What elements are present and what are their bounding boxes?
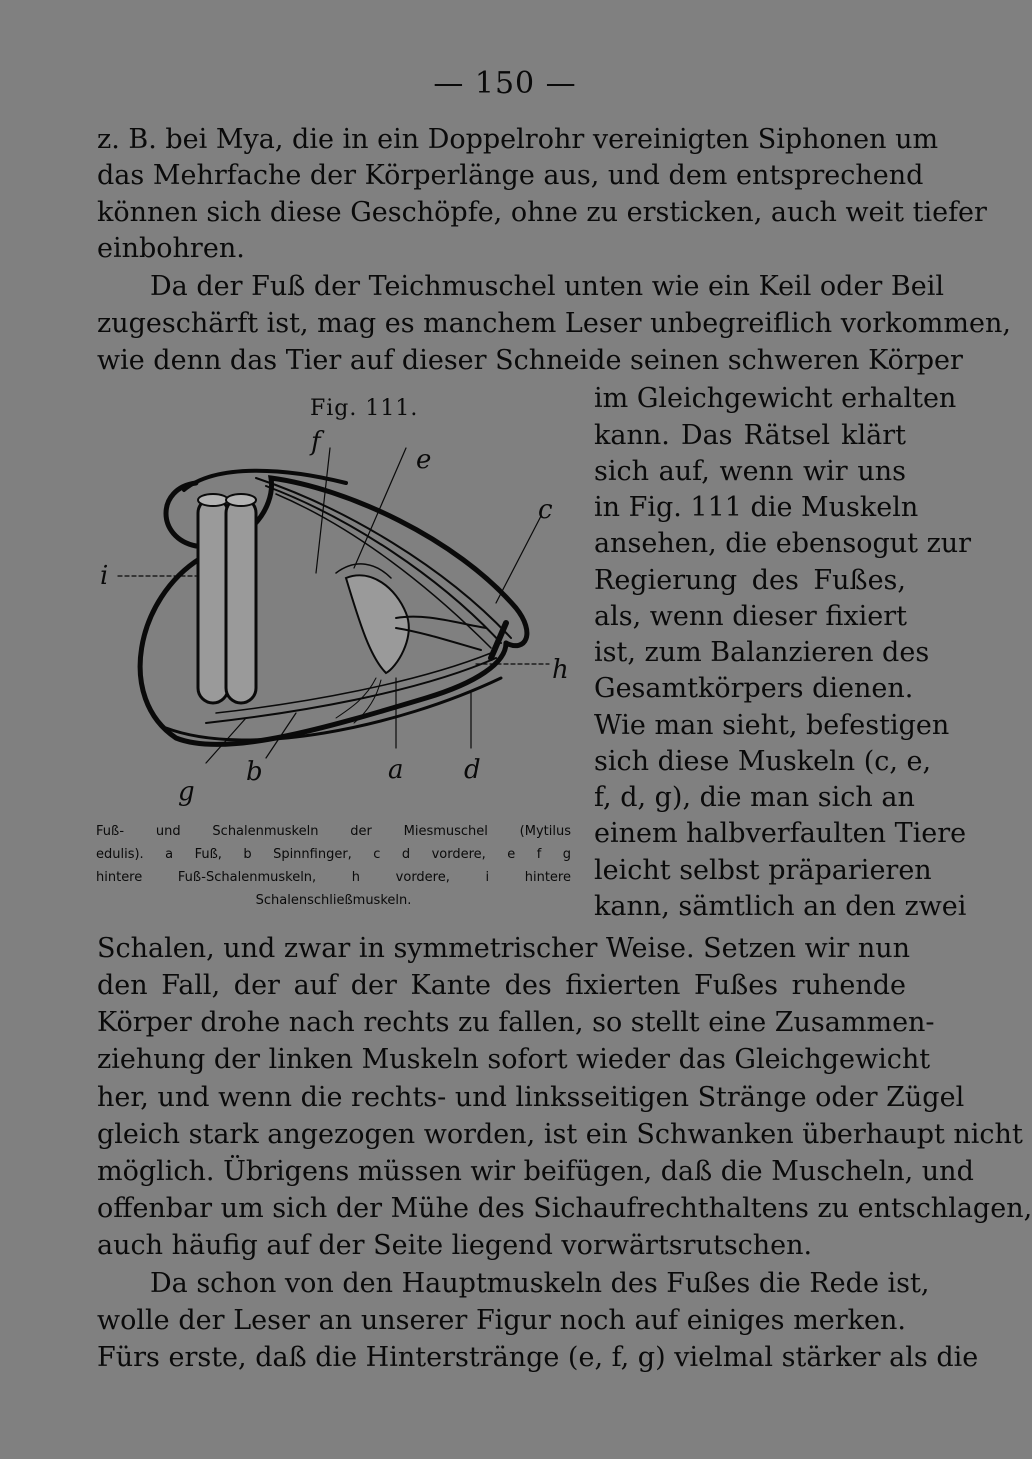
text-line: kann. Das Rätsel klärt (594, 420, 906, 451)
text-line: ist, zum Balanzieren des (594, 637, 930, 668)
text-line: Regierung des Fußes, (594, 565, 906, 596)
text-line: Gesamtkörpers dienen. (594, 673, 914, 704)
text-line: offenbar um sich der Mühe des Sichaufrechthaltens zu entschlagen, (97, 1193, 1032, 1224)
text-line: sich diese Muskeln (c, e, (594, 746, 932, 777)
mussel-illustration (96, 428, 580, 816)
text-line: wie denn das Tier auf dieser Schneide seinen schweren Körper (97, 345, 963, 376)
text-line: gleich stark angezogen worden, ist ein Schwanken überhaupt nicht (97, 1119, 1023, 1150)
caption-line: edulis). a Fuß, b Spinnfinger, c d vordere, e f g (96, 847, 571, 862)
text-line: können sich diese Geschöpfe, ohne zu ersticken, auch weit tiefer (97, 197, 987, 228)
text-line: im Gleichgewicht erhalten (594, 383, 957, 414)
figure-label-h: h (552, 655, 569, 685)
caption-line: hintere Fuß-Schalenmuskeln, h vordere, i hintere (96, 870, 571, 885)
caption-line: Schalenschließmuskeln. (255, 893, 412, 908)
text-line: leicht selbst präparieren (594, 855, 932, 886)
text-line: her, und wenn die rechts- und linksseitigen Stränge oder Zügel (97, 1082, 965, 1113)
figure-title: Fig. 111. (310, 396, 419, 421)
figure-label-b: b (246, 757, 263, 787)
text-line: in Fig. 111 die Muskeln (594, 492, 919, 523)
text-line: einbohren. (97, 233, 245, 264)
text-line: auch häufig auf der Seite liegend vorwärtsrutschen. (97, 1230, 813, 1261)
text-line: den Fall, der auf der Kante des fixierten Fußes ruhende (97, 970, 906, 1001)
text-line: kann, sämtlich an den zwei (594, 891, 967, 922)
text-line: möglich. Übrigens müssen wir beifügen, daß die Muscheln, und (97, 1156, 974, 1187)
caption-line: Fuß- und Schalenmuskeln der Miesmuschel (Mytilus (96, 824, 571, 839)
text-line: zugeschärft ist, mag es manchem Leser unbegreiflich vorkommen, (97, 308, 1011, 339)
figure-label-i: i (100, 561, 109, 591)
figure-label-g: g (178, 777, 195, 807)
text-line: f, d, g), die man sich an (594, 782, 915, 813)
text-line: Schalen, und zwar in symmetrischer Weise. Setzen wir nun (97, 933, 911, 964)
page-number: — 150 — (433, 66, 577, 101)
text-line: als, wenn dieser fixiert (594, 601, 908, 632)
figure-label-f: f (311, 427, 321, 457)
text-line: ansehen, die ebensogut zur (594, 528, 972, 559)
text-line: das Mehrfache der Körperlänge aus, und dem entsprechend (97, 160, 924, 191)
text-line: sich auf, wenn wir uns (594, 456, 906, 487)
text-line: Körper drohe nach rechts zu fallen, so stellt eine Zusammen- (97, 1007, 935, 1038)
figure-label-c: c (538, 495, 553, 525)
text-line: Fürs erste, daß die Hinterstränge (e, f, g) vielmal stärker als die (97, 1342, 979, 1373)
text-line: ziehung der linken Muskeln sofort wieder das Gleichgewicht (97, 1044, 931, 1075)
figure-label-a: a (388, 755, 404, 785)
text-line: wolle der Leser an unserer Figur noch auf einiges merken. (97, 1305, 906, 1336)
figure-label-d: d (464, 755, 481, 785)
text-line: Da schon von den Hauptmuskeln des Fußes die Rede ist, (150, 1268, 930, 1299)
figure-label-e: e (416, 445, 432, 475)
text-line: z. B. bei Mya, die in ein Doppelrohr vereinigten Siphonen um (97, 124, 939, 155)
text-line: einem halbverfaulten Tiere (594, 818, 967, 849)
text-line: Da der Fuß der Teichmuschel unten wie ein Keil oder Beil (150, 271, 945, 302)
figure-caption (96, 820, 571, 912)
text-line: Wie man sieht, befestigen (594, 710, 950, 741)
